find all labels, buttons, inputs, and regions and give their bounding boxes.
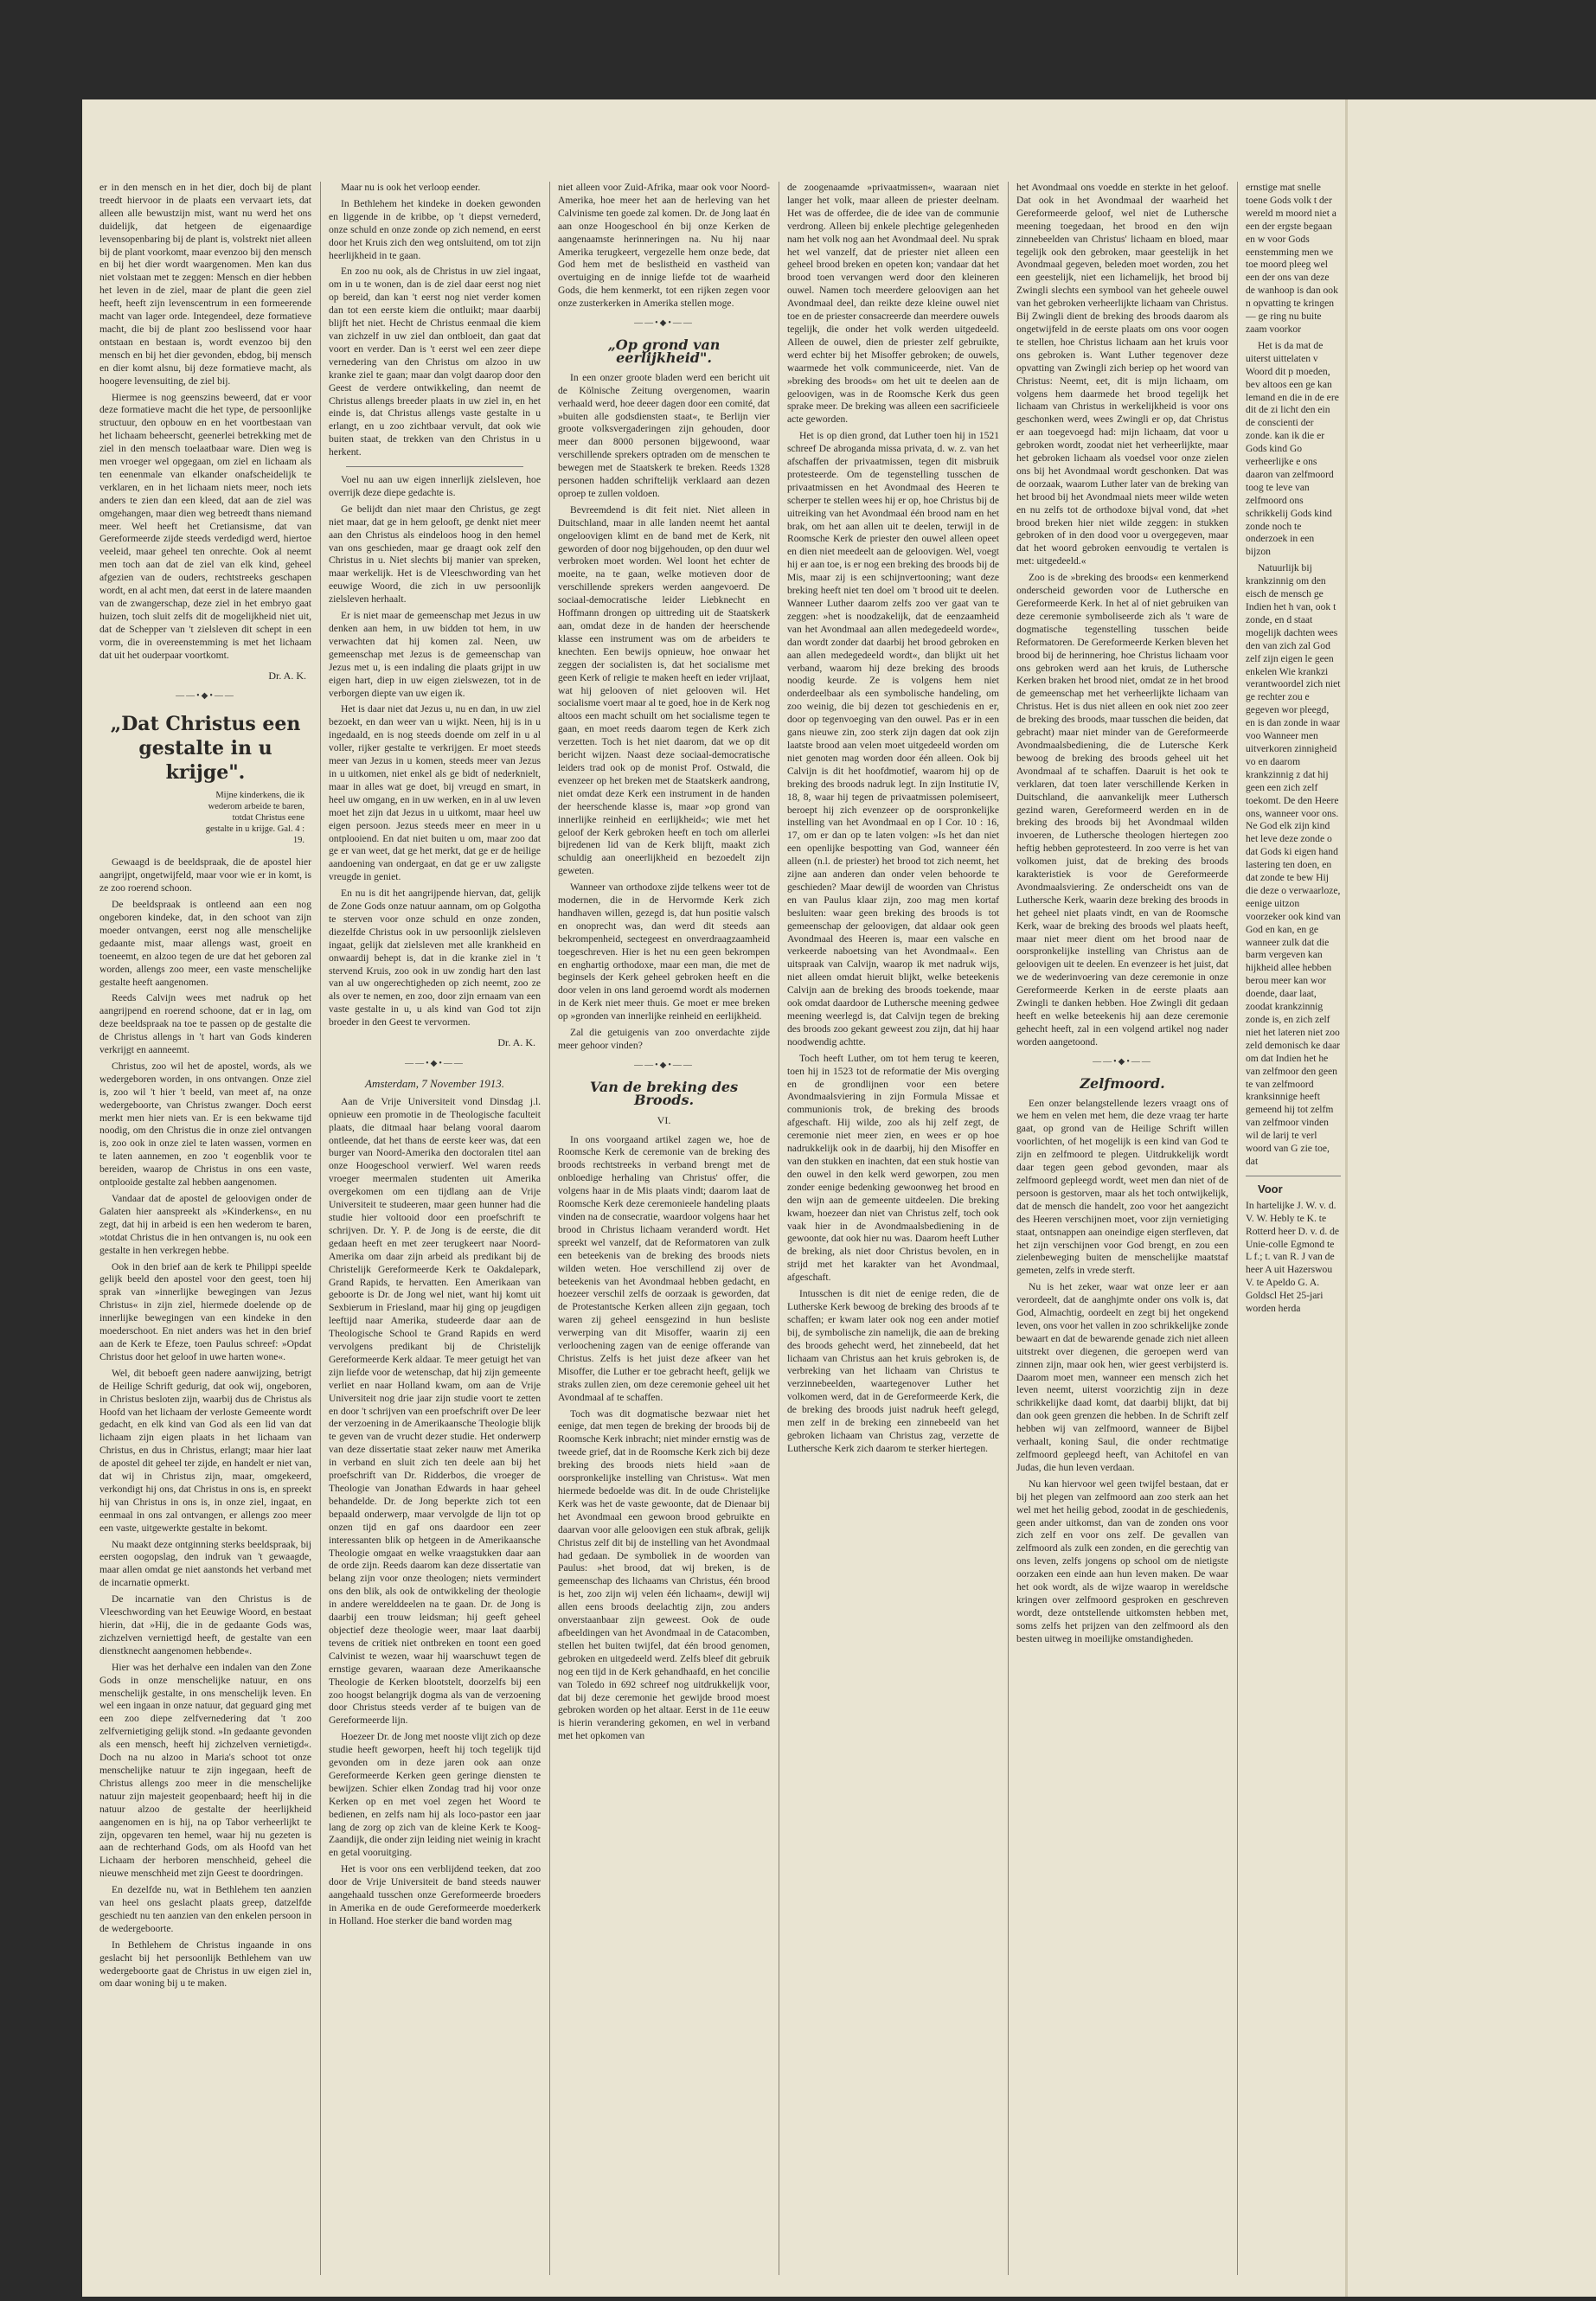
paragraph: Het is daar niet dat Jezus u, nu en dan, in uw ziel bezoekt, en dan weer van u wijkt. Neen, hij is in u ingedaald, en is nog steeds doende om zelf in u al voller, rijker gestalte te verkrijgen. Er moet steeds meer van Jezus in u komen, steeds meer van Jezus in u uitkomen, niet enkel als ge bidt of nederknielt, maar in alles wat ge doet, bij vreugd en smart, in heel uw omgang, en in uw werken, en in al uw leven moet het zijn dat Jezus in u uitkomt, maar heel uw eigen persoon. Jezus steeds meer en meer in u ontplooiend. En dat niet buiten u om, maar zoo dat ge er van weet, dat ge het merkt, dat ge er de heilige aandoening van ondergaat, en dat ge er uw zaligste vreugde in geniet. — [329, 703, 541, 883]
paragraph: Een onzer belangstellende lezers vraagt ons of we hem en velen met hem, die deze vraag ter harte gaat, op grond van de Heilige Schrift willen voorlichten, of het mogelijk is een kind van God te zijn en zelfmoord te plegen. Uitdrukkelijk wordt daar tegen geen gebod gevonden, maar als zelfmoord gepleegd wordt, weet men dan niet of de persoon is gestorven, maar als het toch ontwijkelijk, dat de mensch die handelt, zoo voor het aangezicht des Heeren verschijnen moet, voor zijn vernietiging staat, ontsnappen aan oneindige eigen sterfleven, dat het zijn verschijnen voor God brengt, en zou een zielenbeweging buiten de menschelijke maatstaf gemeten, zelfs in vrede sterft. — [1016, 1097, 1228, 1277]
section-rule — [346, 466, 523, 467]
column-2 — [329, 182, 541, 2275]
paragraph: Ook in den brief aan de kerk te Philippi speelde gelijk beeld den apostel voor den geest, toen hij sprak van »innerlijke bewegingen van Jezus Christus« in zijn ziel, hiermede doelende op de innerlijke bewegingen van een kindeke in den moederschoot. En niet anders was het in den brief aan de Kerk te Efeze, toen Paulus schreef: »Opdat Christus door het geloof in uwe harten wone«. — [99, 1260, 311, 1362]
paragraph: De incarnatie van den Christus is de Vleeschwording van het Eeuwige Woord, en bestaat hierin, dat »Hij, die in de gedaante Gods was, zichzelven verniettigd heeft, de gestalte van een dienstknecht aangenomen hebbende«. — [99, 1593, 311, 1657]
paragraph: In een onzer groote bladen werd een bericht uit de Kölnische Zeitung overgenomen, waarin verhaald werd, hoe deeer dagen door een comité, dat »buiten alle godsdiensten staat«, te Berlijn vier groote volksvergaderingen zijn gehouden, door meer dan 8000 personen bijgewoond, waar verschillende sprekers optraden om de menschen te bewegen met de Staatskerk te breken. Reeds 1328 personen hadden schriftelijk verklaard aan dezen oproep te zullen voldoen. — [558, 371, 770, 499]
ornament-divider: ——•◆•—— — [634, 318, 694, 329]
paragraph: Het is op dien grond, dat Luther toen hij in 1521 schreef De abroganda missa privata, d. w. z. van het afschaffen der privaatmissen, tegen dit misbruik protesteerde. Om de tegenstelling tusschen de privaatmissen en het Avondmaal des Heeren te scherper te stellen wees hij er op, hoe Christus bij de uitreiking van het Avondmaal één brood nam en het brak, om het aan allen uit te deelen, terwijl in de Roomsche Kerk de priester den ouwel alleen opeet en dien niet meedeelt aan de geloovigen. Wel, voegt hij er aan toe, is er nog een breking des broods bij de Mis, maar zij is een schijnvertooning; want deze breking heeft niet ten doel om 't brood uit te deelen. Wanneer Luther daarom zelfs zoo ver gaat van te zeggen: »het is noodzakelijk, dat de eenzaamheid van het Avondmaal aan allen medegedeeld worde«, dan wordt zonder dat daarbij het brood gebroken en aan allen medegedeeld wordt«, dan blijkt uit het verband, waarom hij deze breking des broods noodig keurde. Ze is volgens hem niet onderdeelbaar als een symbolische handeling, om zoo weinig, die bij dezen tot geschiedenis en er, door op tegenvoeging van den ouwel. Pas er in een gans nieuwe zin, zoo sterk zijn dagen dat ook zijn laatste brood aan velen moet uitgedeeld worden om niet genoten mag worden door één alleen. Ook bij Calvijn is dit het hoofdmotief, waarom hij op de breking des broods nadruk legt. In zijn Institutie IV, 18, 8, waar hij tegen de privaatmissen polemiseert, beroept hij zich evenzeer op de oorspronkelijke instelling van het Avondmaal en op I Cor. 10 : 16, 17, om er dan op te laten volgen: »Is het dan niet een openlijke bespotting van God, wanneer één alleen (n.l. de priester) het brood tot zich neemt, het zijne aan anderen dan onder velen behoorde te geschieden? Maar dewijl de woorden van Christus en van Paulus klaar zijn, zoo mag men kortaf besluiten: waar geen breking des broods is tot gemeenschap der geloovigen, dat aldaar ook geen Avondmaal des Heeren is, maar een valsche en verkeerde naboetsing van het Avondmaal«. Een uitspraak van Calvijn, waarop ik met nadruk wijs, niet alleen omdat hieruit blijkt, welke beteekenis Calvijn aan de breking des broods toekende, maar ook omdat daardoor de Luthersche meening gedwee meening weerlegd is, dat Calvijn tegen de breking des broods zoo gekant geweest zou zijn, dat hij haar noodwendig achtte. — [787, 430, 999, 1048]
article-title: „Op grond van eerlijkheid". — [607, 336, 721, 366]
paragraph: Toch heeft Luther, om tot hem terug te keeren, toen hij in 1523 tot de reformatie der Mis overging en de grondlijnen voor een betere Avondmaalsviering in zijn Formula Missae et communionis trok, de breking des broods afgeschaft. Hij wilde, zoo als hij zelf zegt, de ceremonie niet meer zien, en wees er op hoe nadrukkelijk ook in de daarbij, hij den Misoffer en van den stukken en inachten, dat een stuk hostie van den ouwel in den kelk werd geworpen, zou men zonder eenige bedenking gewoonweg het brood en den wijn aan de gemeente uitdeelen. Die breking kwam, hoezeer dan niet van Christus zelf, toch ook vaak hier in de Avondmaalsbediening in de gewoonte, dat ook hier nu was. Daarom heeft Luther de breking, als niet door Christus bevolen, en in strijd met het karakter van het Avondmaal, afgeschaft. — [787, 1052, 999, 1284]
paragraph: Natuurlijk bij krankzinnig om den eisch de mensch ge Indien het h van, ook t zonde, en d staat mogelijk dachten wees den van zich zal God zelf zijn eigen le geen enkelen Wie krankzi verantwoordel zich niet ge rechter zou e gegeven wor pleegd, en is dan zonde in waar voo Wanneer men uitverkoren zinnigheid vo en daarom krankzinnig z dat hij geen een zich zelf toekomt. De den Heere ons, wanneer voor ons. Ne God elk zijn kind het leve deze zonde o dat Gods ki eigen hand lastering ten doen, en dat zonde te bew Hij die deze o verwaarloze, eenige uitzon voorzeker ook kind van God en kan, en ge wanneer zulk dat die barm vergeven kan hijkheid allee hebben berou meer kan wor doende, daar laat, zoodat krankzinnig zonde is, en zich zelf niet het lateren niet zoo zeld demonisch ke daar om dat Indien het he van zelfmoor den geen te van zelfmoord kranksinnige heeft gemeend hij tot zelfm van zelfmoor vinden wil de larij te verl woord van G zie toe, dat — [1246, 562, 1341, 1167]
dateline: Amsterdam, 7 November 1913. — [365, 1076, 504, 1090]
paragraph: het Avondmaal ons voedde en sterkte in het geloof. Dat ook in het Avondmaal der waarheid het Gereformeerde geloof, wel niet de Luthersche meening toegedaan, het brood en den wijn zinnebeelden van Christus' lichaam en bloed, maar tegelijk ook den gebroken, maar geestelijk in het Avondmaal gegeven, beleden moet worden, zou het een geestelijk, niet een lichamelijk, het brood bij Zwingli slechts een symbool van het geheele ouwel van het gebroken verheerlijkte lichaam van Christus. Bij Zwingli dient de breking des broods daarom als ongetwijfeld in de eerste plaats om ons voor oogen te stellen, hoe Christus lichaam aan het kruis voor ons gebroken is. Want Luther tegenover deze opvatting van Zwingli zich beriep op het woord van Christus: Neemt, eet, dit is mijn lichaam, om volgens hem daarmede het brood tegelijk het lichaam van Christus in werkelijkheid is voor ons geschonken werd, wees Zwingli er op, dat Christus er aan toegevoegd had: mijn lichaam, dat voor u gebroken wordt, zoodat niet het verheerlijkte, maar het gebroken lichaam als voedsel voor onze zielen ons bij het Avondmaal wordt geschonken. Dat was de oorzaak, waarom Luther later van de breking van het brood bij het Avondmaal niets meer wilde weten en nu zelfs tot de orthodoxe bijval vond, dat »het brood breken hier niet wilde zeggen: in stukken gebroken of in den dood voor u overgegeven, maar dat het woord gebroken eenvoudig te vertalen is met: uitgedeeld.« — [1016, 182, 1228, 567]
paragraph: En nu is dit het aangrijpende hiervan, dat, gelijk de Zone Gods onze natuur aannam, om op Golgotha te sterven voor onze schuld en onze zonden, diezelfde Christus ook in uw persoonlijk zielsleven ingaat, gelijk dat zielsleven met alle krankheid en onwaardij behept is, dat in die kranke ziel in 't stervend Kruis, zoo ook in uw zondig hart den last van al uw ongerechtigheden op zich neemt, zoo ze als over te nemen, en zoo, door zijn ernaam van een vaste gestalte in u, u als kind van God tot zijn broeder in den Geest te vervormen. — [329, 888, 541, 1029]
paragraph: In Bethlehem de Christus ingaande in ons geslacht bij het persoonlijk Bethlehem van uw wedergeboorte gaat de Christus in uw eigen ziel in, om daar woning bij u te maken. — [99, 1939, 311, 1990]
section-title: Voor — [1258, 1182, 1283, 1195]
paragraph: In ons voorgaand artikel zagen we, hoe de Roomsche Kerk de ceremonie van de breking des broods rechtstreeks in verband brengt met de onbloedige herhaling van Christus' offer, die volgens haar in de Mis plaats vindt; daarom laat de Roomsche Kerk deze ceremonieele handeling plaats vinden na de consecratie, waardoor volgens haar het brood in Christus lichaam veranderd wordt. Het spreekt wel vanzelf, dat de Reformatoren van zulk een beteekenis van de breking des broods niets wilden weten. Hoe verschillend zij over de beteekenis van het Avondmaal hebben gedacht, en hoezeer verschil zelfs de oorzaak is geworden, dat de Protestantsche Kerken alleen zijn gegaan, toch waren zij geheel eensgezind in hun besliste verwerping van dit Misoffer, waarin zij een verloochening zagen van de eenige offerande van Christus. Zelfs is het juist deze afkeer van het Misoffer, die Luther er toe gebracht heeft, gelijk we straks zullen zien, om deze ceremonie geheel uit het Avondmaal af te schaffen. — [558, 1133, 770, 1403]
paragraph: Wel, dit beboeft geen nadere aanwijzing, betrigt de Heilige Schrift gedurig, dat ook wij, ongeboren, in Christus besloten zijn, waarbij dus de Christus als Hoofd van het lichaam der verloste Gemeente wordt gedacht, en elk kind van God als een lid van dat lichaam zijn eigen plaats in het lichaam van Christus, en dus in Christus, erlangt; maar hier laat de apostel dit geheel ter zijde, en handelt er niet van, dat wij in Christus zijn, maar, omgekeerd, verkondigt hij ons, dat Christus in ons is, en spreekt hij van Christus in ons is, in onze ziel, ingaat, en eenmaal in ons zal ontvangen, er allengs zoo meer een vaste, uitgewerkte gestalte in bekomt. — [99, 1367, 311, 1534]
paragraph: Zoo is de »breking des broods« een kenmerkend onderscheid geworden voor de Luthersche en Gereformeerde Kerk. In het al of niet gebruiken van deze ceremonie symboliseerde zich als 't ware de dogmatische tegenstelling tusschen beide Reformatoren. De Gereformeerde Kerken bleven het brood bij de herinnering, hoe Christus lichaam voor ons gebroken werd aan het kruis, de Luthersche Kerken braken het brood niet, omdat ze in het brood de gemeenschap met het verheerlijkte lichaam van Christus. Het is dus niet alleen en ook niet zoo zeer de breking des broods, maar tusschen die beiden, dat gebracht) maar niet minder van de Gereformeerde Avondmaalsbediening, die de Lutersche Kerk bewoog de breking des broods geheel uit het Avondmaal af te schaffen. Daaruit is het ook te verklaren, dat toen later verschillende Kerken in Duitschland, die aanvankelijk meer Luthersch gezind waren, Gereformeerd werden en in de breking des broods bij het Avondmaal wilden invoeren, de Luthersche theologen hiertegen zoo heftig hebben geprotesteerd. In zoo verre is het van volkomen juist, dat de breking des broods karakteristiek is voor de Gereformeerde Avondmaalsviering. Ze onderscheidt ons van de Luthersche Kerk, waarin deze breking des broods in het geheel niet plaats vindt, en van de Roomsche Kerk, waar de breking des broods wel plaats heeft, maar niet meer dient om het brood naar de oorspronkelijke instelling van Christus aan de geloovigen uit te deelen. En evenzeer is het juist, dat we de wederinvoering van deze ceremonie in onze Gereformeerde Kerken in de eerste plaats aan Zwingli te danken hebben. Hoe Zwingli dit gedaan heeft en welke beteekenis hij aan deze ceremonie gehecht heeft, zal in een volgend artikel nog nader worden aangetoond. — [1016, 572, 1228, 1048]
paragraph: Er is niet maar de gemeenschap met Jezus in uw denken aan hem, in uw bidden tot hem, in uw verwachten dat hij komen zal. Neen, uw gemeenschap met Jezus is de gemeenschap van Jezus met u, is een indaling die plaats grijpt in uw eigen hart, diep in uw eigen zielswezen, tot in de verborgen diepte van uw eigen ik. — [329, 610, 541, 699]
paragraph: Hier was het derhalve een indalen van den Zone Gods in onze menschelijke natuur, en ons menschelijk gestalte, in ons menschelijk leven. En wel een ingaan in onze natuur, dat geguard ging met een zoo diepe zelfvernedering dat 't zoo zelfvernietiging gelijk stond. »In gedaante gevonden als een mensch, heeft hij zichzelven vernietigd«. Doch na nu alzoo in Maria's schoot tot onze menschelijke natuur te zijn ingegaan, heeft de Christus allengs zoo meer in die menschelijke natuur zijn majesteit geopenbaard; heeft hij in die natuur alzoo de gestalte der heerlijkheid aangenomen en is hij, na op Tabor verheerlijkt te zijn, opgevaren ten hemel, waar hij nu gezeten is aan de rechterhand Gods, om als Hoofd van het Lichaam der herboren menschheid, geheel die nieuwe menschheid met zijn Geest te doordringen. — [99, 1661, 311, 1880]
paragraph: Hiermee is nog geenszins beweerd, dat er voor deze formatieve macht die het type, de persoonlijke structuur, den opbouw en en het voortbestaan van het lichaam beheerscht, geenerlei betrekking met de ziel in den mensch toelaatbaar ware. Dien weg is men vroeger wel opgegaan, om ziel en lichaam als ten eenenmale van elkander onafscheidelijk te verklaren, en in het lichaam niets meer, noch iets anders te zien dan een kleed, dat aan de ziel was omgehangen, maar dien weg betreedt thans niemand meer. Wel heeft het Cretiansisme, dat van Gereformeerde zijde steeds verdedigd werd, hiertoe veeleid, maar geheel ten onrechte. Ook al neemt men toch aan dat de ziel van elk kind, geheel afgezien van de ouders, rechtstreeks geschapen wordt, en al acht men, dat eerst in de latere maanden van de zwangerschap, deze ziel in het embryo gaat huizen, toch sluit zelfs dit de mogelijkheid niet uit, dat de Schepper van 't zielsleven dit schept in een vorm, die in overeenstemming is met het lichaam dat uit het ouderpaar voortkomt. — [99, 391, 311, 661]
ornament-divider: ——•◆•—— — [1093, 1056, 1152, 1067]
paragraph: Aan de Vrije Universiteit vond Dinsdag j.l. opnieuw een promotie in de Theologische faculteit plaats, die ditmaal haar belang vooral daarom ontleende, dat het thans de eerste keer was, dat een burger van Noord-Amerika den doctoralen titel aan onze Hoogeschool verwierf. Wel waren reeds vroeger meermalen studenten uit Amerika overgekomen om een tijdlang aan de Vrije Universiteit te studeeren, maar geen hunner had die studie hier voltooid door een proefschrift te schrijven. Dr. Y. P. de Jong is de eerste, die dit gedaan heeft en met zeer terugkeert naar Noord-Amerika om daar zijn arbeid als predikant bij de Christelijk Gereformeerde Kerk te Oakdalepark, Grand Rapids, te hervatten. Een Amerikaan van geboorte is Dr. de Jong wel niet, want hij komt uit Sexbierum in Friesland, maar hij ging op jeugdigen leeftijd naar Amerika, studeerde daar aan de Theologische School te Grand Rapids en werd vervolgens predikant bij de Christelijk Gereformeerde Kerk aldaar. Te meer getuigt het van zijn liefde voor de wetenschap, dat hij zijn gemeente verliet en naar Holland kwam, om aan de Vrije Universiteit nog drie jaar zijn studie voort te zetten en door 't schrijven van een proefschrift over De leer der verzoening in de Amerikaansche Theologie blijk te geven van de vrucht dezer studie. Het onderwerp van deze dissertatie staat zeker nauw met Amerika in verband en sluit zich ten deele aan bij het proefschrift van Dr. Ridderbos, die vroeger de Theologie van Jonathan Edwards in haar geheel behandelde. Dr. de Jong beperkte zich tot een bepaald onderwerp, maar vervolgde de lijn tot op onzen tijd en gaf ons daardoor een zeer interessanten blik op hetgeen in de Amerikaansche Theologie omgaat en welke vraagstukken daar aan de orde zijn. Reeds daarom kan deze dissertatie van belang zijn voor onze theologen; niets vermindert ons den blik, als ook de ontwikkeling der theologie in andere werelddeelen na te gaan. Dr. de Jong is daarbij een trouw leidsman; hij geeft geheel objectief deze theologie weer, maar laat daarbij tevens de critiek niet ontbreken en toont een goed Calvinist te wezen, waar hij waarschuwt tegen de ernstige gevaren, waaraan deze Amerikaansche Theologie de Kerken blootstelt, doorzelfs bij een zoo hoogst belangrijk dogma als van de verzoening door Christus steeds verder af te buigen van de Gereformeerde lijn. — [329, 1095, 541, 1727]
column-rule — [320, 182, 321, 2275]
page-fold — [1345, 99, 1348, 2297]
column-rule — [1008, 182, 1009, 2275]
column-3 — [558, 182, 770, 2275]
paragraph: Zal die getuigenis van zoo onverdachte zijde meer gehoor vinden? — [558, 1027, 770, 1051]
column-6 — [1246, 182, 1341, 2275]
signature: Dr. A. K. — [268, 669, 306, 682]
paragraph: Wanneer van orthodoxe zijde telkens weer tot de modernen, die in de Hervormde Kerk zich handhaven willen, gezegd is, dat hun positie valsch en onoprecht was, dan werd dit steeds aan bekrompenheid, sectegeest en onverdraagzaamheid toegeschreven. Hier is het nu een geen bekrompen en enghartig orthodoxe, maar een man, die met de beginsels der Kerk geheel gebroken heeft en die door velen in ons land geroemd wordt als modernen in de Kerk niet meer thuis. Ge moet er mee breken op »gronden van innerlijke reinheid en eerlijkheid. — [558, 881, 770, 1022]
paragraph: Hoezeer Dr. de Jong met nooste vlijt zich op deze studie heeft geworpen, heeft hij toch tegelijk tijd gevonden om in deze jaren ook aan onze Gereformeerde Kerken geen geringe diensten te bewijzen. Schier elken Zondag trad hij voor onze Kerken op en met voel zegen het Woord te bedienen, en zelfs nam hij als loco-pastor een jaar lang de zorg op zich van de kleine Kerk te Koog-Zaandijk, die onder zijn leiding niet weinig in kracht en getal vooruitging. — [329, 1731, 541, 1859]
paragraph: Voel nu aan uw eigen innerlijk zielsleven, hoe overrijk deze diepe gedachte is. — [329, 474, 541, 498]
ornament-divider: ——•◆•—— — [405, 1059, 465, 1068]
paragraph: Maar nu is ook het verloop eender. — [341, 182, 481, 193]
bible-motto: Mijne kinderkens, die ik wederom arbeide te baren, totdat Christus eene gestalte in u krijge. Gal. 4 : 19. — [205, 791, 304, 846]
paragraph: de zoogenaamde »privaatmissen«, waaraan niet langer het volk, maar alleen de priester deelnam. Het was de offerdee, die de idee van de communie verdrong. Alleen bij enkele plechtige gelegenheden nam het volk nog aan het Avondmaal deel. Nu sprak het wel vanzelf, dat de priester niet alleen een geheel brood breken en opeten kon; vandaar dat het brood toen vervangen werd door den kleineren ouwel. Namen toch meerdere geloovigen aan het Avondmaal deel, dan reikte deze kleine ouwel niet toe en de priester consacreerde dan meerdere ouwels tegelijk, die onder het volk werden uitgedeeld. Alleen de ouwel, dien de priester zelf gebruikte, werd echter bij het Misoffer gebroken; de ouwels, waarmede het volk communiceerde, niet. Van de »breking des broods« om het uit te deelen aan de geloovigen, was in de Roomsche Kerk dus geen sprake meer. De breking was alleen een sacrificieele acte geworden. — [787, 182, 999, 426]
paragraph: Nu kan hiervoor wel geen twijfel bestaan, dat er bij het plegen van zelfmoord aan zoo sterk aan het wel met het heilig gebod, zoodat in de geschiedenis, geen ander uitkomst, dan van de zonden ons voor zich zelf en voor ons zelf. De gevallen van zelfmoord als zulk een zonden, en die gerechtig van ons leven, zelfs jongens op school om de nietigste oorzaken een einde aan hun leven maken. De waar het ook wordt, als de wijze waarop in wereldsche kringen over zelfmoord gesproken en geschreven wordt, deze ontstellende uitkomsten hebben met, soms zelfs het prijzen van den zelfmoord als den besten uitweg in moeilijke omstandigheden. — [1016, 1477, 1228, 1644]
paragraph: niet alleen voor Zuid-Afrika, maar ook voor Noord-Amerika, hoe meer het aan de herleving van het Calvinisme ten goede zal komen. Dr. de Jong laat én aan onze Hoogeschool én bij onze Kerken de aangenaamste herinneringen na. Nu hij naar Amerika terugkeert, vergezelle hem onze bede, dat God hem met de beslistheid en vastheid van overtuiging en de innige liefde tot de waarheid Gods, die hem kenmerkt, tot een rijken zegen voor onze zusterkerken in Amerika stellen moge. — [558, 182, 770, 310]
ornament-divider: ——•◆•—— — [176, 691, 235, 702]
paragraph: Ge belijdt dan niet maar den Christus, ge zegt niet maar, dat ge in hem gelooft, ge denkt niet meer aan den Christus als eindeloos hoog in den hemel van ons geschieden, maar ge draagt ook zelf den Christus in u. Niet slechts bij manier van spreken, maar werkelijk. Het is de Vleeschwording van het eeuwige Woord, die zich in uw persoonlijk zielsleven herhaalt. — [329, 503, 541, 606]
paragraph: En zoo nu ook, als de Christus in uw ziel ingaat, om in u te wonen, dan is de ziel daar eerst nog niet op bereid, dan kan 't eerst nog niet verder komen dan tot een eerste kiem die ontluikt; maar daarbij blijft het niet. Hecht de Christus eenmaal die kiem van zichzelf in uw ziel dan ontbloeit, dan gaat dat voort en verder. Dan is 't eerst wel een zeer diepe vernedering van den Christus om alzoo in uw kranke ziel te gaan; maar dan volgt daarop door den Geest de verdere ontwikkeling, dan neemt de Christus allengs breeder plaats in uw ziel in, en het einde is, dat Christus allengs vaste gestalte in u erlangt, en u zoo zichtbaar vervult, dat ook wie buiten staat, de trekken van den Christus in u herkent. — [329, 266, 541, 458]
paragraph: Christus, zoo wil het de apostel, words, als we wedergeboren worden, in ons ontvangen. Onze ziel is, zoo wil 't hier 't beeld, van meet af, na onze wedergeboorte, van Christus zwanger. Doch eerst merkt men hier niets van. Er is een bekwame tijd noodig, om den Christus die in onze ziel ontvangen is, zoo ook in onze ziel te laten wassen, vormen en te laten aannemen, en zoo 't eogenblik voor te bereiden, waarop de Christus in ons een vaste, ontplooide gestalte zal hebben aangenomen. — [99, 1060, 311, 1189]
paragraph: En dezelfde nu, wat in Bethlehem ten aanzien van heel ons geslacht plaats greep, datzelfde geschiedt nu ten aanzien van den enkelen persoon in de wedergeboorte. — [99, 1884, 311, 1934]
article-title: „Dat Christus een gestalte in u krijge". — [110, 713, 301, 785]
article-title: Van de breking des Broods. — [589, 1078, 739, 1108]
column-rule — [1237, 182, 1238, 2275]
paragraph: In Bethlehem het kindeke in doeken gewonden en liggende in de kribbe, op 't diepst vernederd, onze schuld en onze zonde op zich nemend, en eerst door het Kruis zich den weg ontsluitend, om tot zijn heerlijkheid in te gaan. — [329, 197, 541, 261]
paragraph: er in den mensch en in het dier, doch bij de plant treedt hiervoor in de plaats een vervaart iets, dat alleen alle bewustzijn mist, want nu werd het ons duidelijk, dat hetgeen de eigenaardige levensopenbaring bij de plant is, volstrekt niet alleen bij de plant voorkomt, maar evenzoo bij den mensch en bij het dier wordt waargenomen. Men kan dus niet volstaan met te zeggen: Mensch en dier hebben het leven in de ziel, maar de plant die geen ziel heeft, heeft zijn levenscentrum in een formeerende macht van lager orde. Integendeel, deze formatieve macht, die bij de plant zoo beslissend voor haar ontstaan en bestaan is, wordt evenzoo bij den mensch en bij het dier gevonden, ebdog, bij mensch en dier komt alsnu, bij deze formatieve macht, als hoogere levensuiting, de ziel bij. — [99, 182, 311, 387]
paragraph: De beeldspraak is ontleend aan een nog ongeboren kindeke, dat, in den schoot van zijn moeder ontvangen, eerst nog alle menschelijke gedaante mist, maar allengs wast, groeit en toeneemt, en alzoo tegen de ure dat het geboren zal worden, allengs zoo meer, een vaste menschelijke gestalte heeft aangenomen. — [99, 899, 311, 988]
paragraph: Vandaar dat de apostel de geloovigen onder de Galaten hier aanspreekt als »Kinderkens«, en nu zegt, dat hij in arbeid is een hen wederom te baren, »totdat Christus die in hen ontvangen is, nu ook een gestalte in hen verkregen hebbe. — [99, 1193, 311, 1256]
paragraph: Intusschen is dit niet de eenige reden, die de Lutherske Kerk bewoog de breking des broods af te schaffen; er kwam later ook nog een ander motief bij, de symbolische zin namelijk, die aan de breking des broods gehecht werd, het zinnebeeld, dat het lichaam van Christus aan het kruis gebroken is, de verbreking van het lichaam van Christus te verzinnebeelden, waartegenover Luther het volkomen werd, dat in de Gereformeerde Kerk, die de breking des broods juist nadruk heeft gelegd, men zelf in de breking een zinnebeeld van het gebroken lichaam van Christus zag, verzette de Luthersche Kerk zich daarom te sterker hiertegen. — [787, 1288, 999, 1454]
paragraph: Bevreemdend is dit feit niet. Niet alleen in Duitschland, maar in alle landen neemt het aantal ongeloovigen klimt en de band met de Kerk, nit geworden of door nog bijgehouden, op den duur wel verbroken moet worden. Wel loont het echter de moeite, na te gaan, welke motieven door de verschillende sprekers werden aangevoerd. De sociaal-democratische leider Liebknecht en Hoffmann drongen op uittreding uit de Staatskerk aan, omdat deze in de handen der heerschende klasse een instrument was om de arbeiders te knechten. Een bewijs opnieuw, hoe onwaar het zeggen der socialisten is, dat het socialisme met geen Kerk of religie te maken heeft en ieder vrijlaat, wat hij gelooven of niet gelooven wil. Het socialisme voert maar al te goed, hoe in de Kerk nog altoos een macht schuilt om het socialisme tegen te gaan, en moet reeds daarom tegen de Kerk zich verzetten. Toch is het niet daarom, dat we op dit bericht wijzen. Naast deze sociaal-democratische leiders trad ook op de monist Prof. Ostwald, die evenzeer op het breken met de Staatskerk aandrong, niet omdat deze Kerk een instrument in de handen der heerschende klasse is, maar »op grond van innerlijke reinheid en eerlijkheid«; wie met het geloof der Kerk gebroken heeft en toch om allerlei bijredenen lid van de Kerk blijft, maakt zich schuldig aan oneerlijkheid en bezoedelt zijn geweten. — [558, 503, 770, 877]
paragraph: Toch was dit dogmatische bezwaar niet het eenige, dat men tegen de breking der broods bij de Roomsche Kerk inbracht; niet minder ernstig was de tweede grief, dat in de Roomsche Kerk zich bij deze breking des broods niets hield »aan de oorspronkelijke instelling van Christus«. Wat men hiermede bedoelde was dit. In de oude Christelijke Kerk was het de vaste gewoonte, dat de Dienaar bij het Avondmaal een gewoon brood gebruikte en daarvan voor alle geloovigen een stuk afbrak, gelijk Christus zelf dit bij de instelling van het Avondmaal had gedaan. De symboliek in de woorden van Paulus: »het brood, dat wij breken, is de gemeenschap des lichaams van Christus, één brood is het, zoo zijn wij velen één lichaam«, dewijl wij allen eens broods deelachtig zijn, zou anders onverstaanbaar zijn geweest. Ook de oude afbeeldingen van het Avondmaal in de Catacomben, stellen het buiten twijfel, dat één brood genomen, gebroken en uitgedeeld werd. Zelfs bleef dit gebruik nog een tijd in de Kerk gehandhaafd, en het concilie van Toledo in 692 schreef nog uitdrukkelijk voor, dat bij deze ceremonie het gewijde brood moest gebroken worden op het altaar. Eerst in de 11e eeuw is hierin verandering gekomen, en wel in verband met het opkomen van — [558, 1407, 770, 1742]
signature: Dr. A. K. — [497, 1036, 535, 1049]
paragraph: Nu is het zeker, waar wat onze leer er aan verordeelt, dat de aanghjmte onder ons volk is, dat God, Almachtig, oordeelt en zegt bij het ongekend leven, ons voor het vallen in zoo schrikkelijke zonde bewaart en dat de bewarende genade zich niet alleen uitstrekt over diegenen, die geroepen werd van zinnen zijn, maar ook hen, wier geest verbijsterd is. Daarom moet men, wanneer een mensch zich het leven neemt, uiterst voorzichtig zijn in deze schrikkelijke daad komt, dat daarbij blijkt, dat bij dan ook geen grenzen die hebben. In de Schrift zelf hebben wij van zelfmoord, wanneer de Bijbel verhaalt, koning Saul, die onder rechtmatige zelfmoord gepleegd heeft, van Achitofel en van Judas, die hun leven verdaan. — [1016, 1281, 1228, 1473]
paragraph: Gewaagd is de beeldspraak, die de apostel hier aangrijpt, ongetwijfeld, maar voor wie er in komt, is ze zoo roerend schoon. — [99, 856, 311, 894]
paragraph: In hartelijke J. W. v. d. V. W. Hebly te K. te Rotterd heer D. v. d. de Unie-colle Egmond te L f.; t. van R. J van de heer A uit Hazerswou V. te Apeldo G. A. Goldscl Het 25-jari worden herda — [1246, 1199, 1340, 1315]
column-4 — [787, 182, 999, 2275]
paragraph: Nu maakt deze ontginning sterks beeldspraak, bij eersten oogopslag, den indruk van 't gewaagde, maar allen omdat ge niet aanstonds het verband met de incarnatie opmerkt. — [99, 1538, 311, 1589]
article-title: Zelfmoord. — [1080, 1074, 1165, 1092]
newspaper-page — [82, 99, 1596, 2297]
column-5 — [1016, 182, 1228, 2275]
column-1 — [99, 182, 311, 2275]
paragraph: Het is voor ons een verblijdend teeken, dat zoo door de Vrije Universiteit de band steeds nauwer aangehaald tusschen onze Gereformeerde broeders in Amerika en de oude Gereformeerde moederkerk in Holland. Hoe sterker die band worden mag — [329, 1863, 541, 1926]
part-number: VI. — [657, 1113, 671, 1126]
paragraph: Het is da mat de uiterst uittelaten v Woord dit p moeden, bev altoos een ge kan lemand en die in de ere dit de zi licht den ein de conscienti der zonde. kan ik die er Gods kind Go verheerlijke e ons daaron van zelfmoord toog te leve van zelfmoord ons schrikkelij Gods kind zonde noch te onderzoek in een bijzon — [1246, 339, 1339, 558]
paragraph: ernstige mat snelle toene Gods volk t der wereld m moord niet a een der ergste begaan en w voor Gods eenstemming men we toe moord pleeg wel een der ons van deze de wanhoop is dan ook n opvatting te kringen — ge ring nu buite zaam voorkor — [1246, 182, 1338, 335]
paragraph: Reeds Calvijn wees met nadruk op het aangrijpend en roerend schoone, dat er in lag, om deze beeldspraak na toe te passen op de gestalte die de Christus allengs in 't hart van Gods kinderen verkrijgt en aanneemt. — [99, 992, 311, 1056]
column-rule — [549, 182, 550, 2275]
ornament-divider: ——•◆•—— — [634, 1060, 694, 1070]
